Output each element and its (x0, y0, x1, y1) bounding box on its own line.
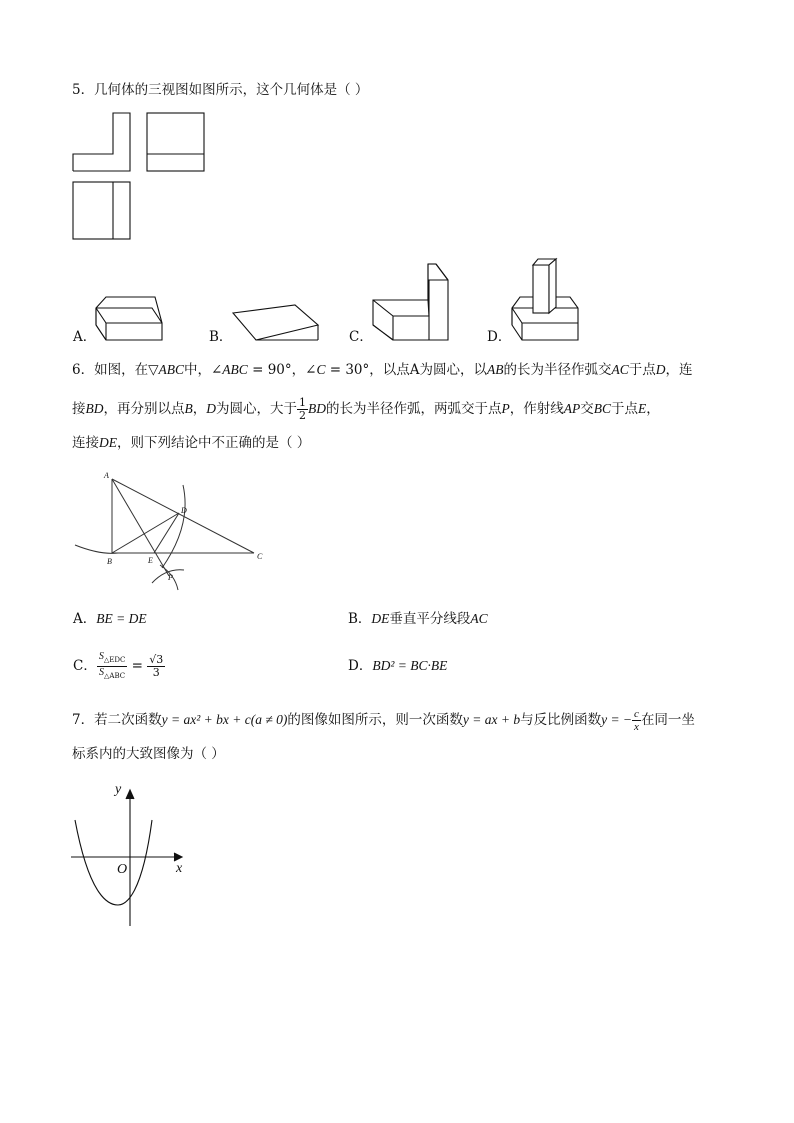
solid-b-wedge (233, 305, 318, 340)
origin-label: O (117, 862, 128, 877)
solid-c-l-shape (373, 264, 448, 340)
axis-y-label: y (115, 782, 122, 797)
half-fraction: $\frac{1}{2}$ (299, 396, 306, 422)
q6-option-a[interactable]: A．BE = DE (73, 611, 147, 627)
solid-a-box (96, 297, 162, 340)
q7-stem-line1: 7．若二次函数y = ax² + bx + c(a ≠ 0)的图像如图所示，则一次函数y = ax + b与反比例函数y = − $\frac{c}{x}$ 在同一坐 (72, 708, 695, 733)
sqrt3-over-3: $\frac{√3}{3}$ (149, 653, 164, 679)
q7-stem-line2: 标系内的大致图像为（ ） (72, 746, 225, 762)
q6-stem-line2: 接BD，再分别以点B，D为圆心，大于 $\frac{1}{2}$ BD的长为半径作弧，两弧交于点P，作射线AP交BC于点E， (72, 396, 660, 422)
parabola-curve (75, 820, 152, 905)
q5-stem: 5．几何体的三视图如图所示，这个几何体是（ ） (72, 82, 369, 98)
axis-x-label: x (176, 861, 183, 876)
q6-stem-line3: 连接DE，则下列结论中不正确的是（ ） (72, 435, 311, 451)
label-d: D (181, 506, 187, 515)
solid-d-pillar (512, 259, 578, 340)
label-c: C (257, 552, 263, 561)
label-p: P (168, 573, 173, 582)
label-a: A (104, 471, 109, 480)
side-view (73, 182, 130, 239)
label-e: E (148, 556, 153, 565)
top-view (147, 113, 204, 171)
q5-option-c[interactable]: C． (349, 329, 373, 345)
area-ratio-fraction: $\frac{S_{\triangle EDC}}{S_{\triangle ABC}}$ (98, 651, 126, 680)
label-b: B (107, 557, 112, 566)
q6-stem-line1: 6．如图，在▽ABC中，∠ABC = 90°，∠C = 30°，以点A为圆心，以AB的长为半径作弧交AC于点D，连 (72, 362, 693, 378)
q6-option-d[interactable]: D．BD² = BC·BE (348, 658, 448, 674)
q5-option-d[interactable]: D． (487, 329, 512, 345)
q5-option-a[interactable]: A． (73, 329, 97, 345)
q5-option-b[interactable]: B． (209, 329, 233, 345)
q6-option-b[interactable]: B．DE垂直平分线段AC (348, 611, 488, 627)
c-over-x-fraction: $\frac{c}{x}$ (634, 708, 639, 733)
q6-option-c[interactable]: C． $\frac{S_{\triangle EDC}}{S_{\triangle ABC}}$ = $\frac{√3}{3}$ (73, 651, 164, 680)
front-view (73, 113, 130, 171)
